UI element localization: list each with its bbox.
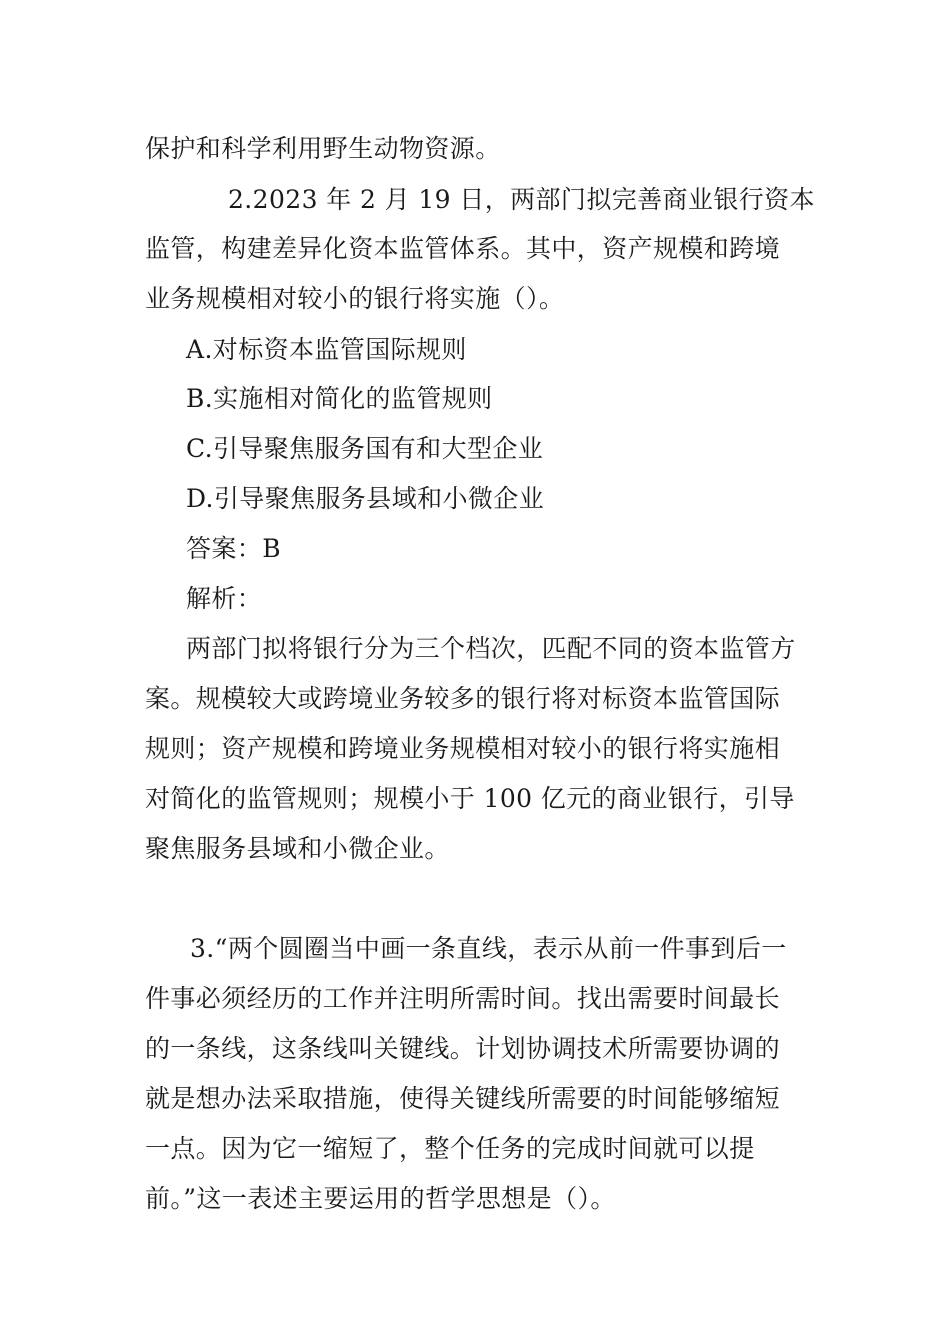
q2-answer: 答案：B	[186, 534, 281, 563]
q3-stem-line-3: 的一条线，这条线叫关键线。计划协调技术所需要协调的	[145, 1034, 781, 1063]
q2-analysis-label: 解析：	[186, 584, 263, 613]
q2-option-a: A.对标资本监管国际规则	[186, 335, 467, 364]
q2-analysis-line-1: 两部门拟将银行分为三个档次，匹配不同的资本监管方	[186, 634, 796, 663]
q2-analysis-line-2: 案。规模较大或跨境业务较多的银行将对标资本监管国际	[145, 684, 781, 713]
q1-tail-line: 保护和科学利用野生动物资源。	[145, 134, 501, 163]
q3-stem-line-1: 3.“两个圆圈当中画一条直线，表示从前一件事到后一	[190, 934, 787, 963]
q2-stem-line-1: 2.2023 年 2 月 19 日，两部门拟完善商业银行资本	[228, 185, 815, 214]
q2-stem-line-2: 监管，构建差异化资本监管体系。其中，资产规模和跨境	[145, 234, 781, 263]
q3-stem-line-5: 一点。因为它一缩短了，整个任务的完成时间就可以提	[145, 1134, 755, 1163]
q2-analysis-line-3: 规则；资产规模和跨境业务规模相对较小的银行将实施相	[145, 734, 781, 763]
q2-stem-line-3: 业务规模相对较小的银行将实施（）。	[145, 284, 565, 313]
q2-option-b: B.实施相对简化的监管规则	[186, 384, 493, 413]
q2-option-c: C.引导聚焦服务国有和大型企业	[186, 434, 544, 463]
q2-analysis-line-5: 聚焦服务县域和小微企业。	[145, 834, 450, 863]
q3-stem-line-6: 前。”这一表述主要运用的哲学思想是（）。	[145, 1184, 616, 1213]
q2-analysis-line-4: 对简化的监管规则；规模小于 100 亿元的商业银行，引导	[145, 784, 795, 813]
q2-option-d: D.引导聚焦服务县域和小微企业	[186, 484, 545, 513]
q3-stem-line-2: 件事必须经历的工作并注明所需时间。找出需要时间最长	[145, 984, 781, 1013]
q3-stem-line-4: 就是想办法采取措施，使得关键线所需要的时间能够缩短	[145, 1084, 781, 1113]
